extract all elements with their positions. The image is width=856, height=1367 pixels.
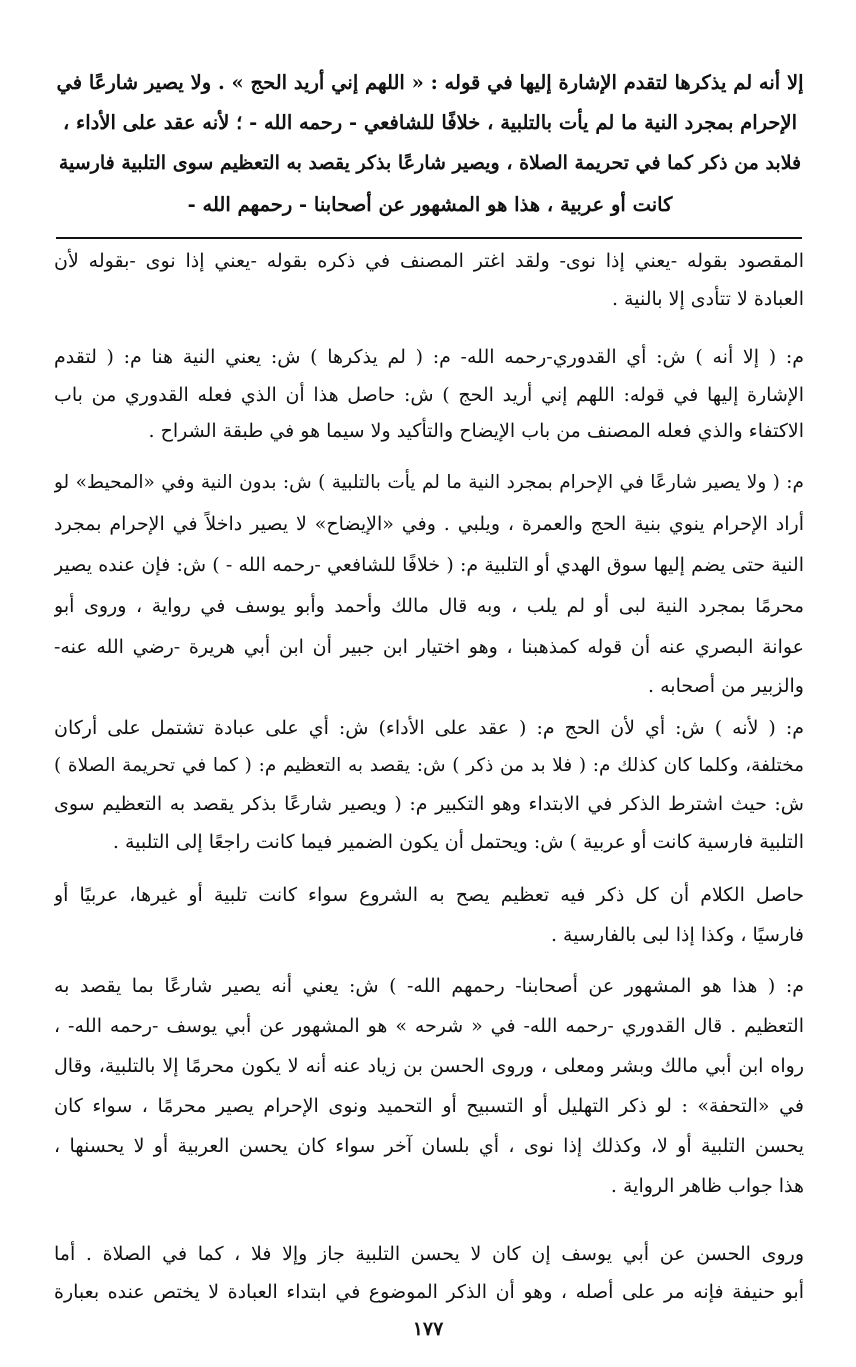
sharh-line: عوانة البصري عنه أن قوله كمذهبنا ، وهو اختيار ابن جبير أن ابن أبي هريرة -رضي الله عنه-: [54, 636, 804, 658]
sharh-line: م: ( ولا يصير شارعًا في الإحرام بمجرد النية ما لم يأت بالتلبية ) ش: بدون النية وفي «المحيط» لو: [54, 472, 804, 493]
sharh-line: ش: حيث اشترط الذكر في الابتداء وهو التكبير م: ( ويصير شارعًا بذكر يقصد به التعظيم سوى: [54, 793, 804, 815]
sharh-line: التلبية فارسية كانت أو عربية ) ش: ويحتمل أن يكون الضمير فيما كانت راجعًا إلى التلبية .: [112, 831, 804, 853]
sharh-line: رواه ابن أبي مالك وبشر ومعلى ، وروى الحسن بن زياد عنه أنه لا يكون محرمًا إلا بالتلبية، وقال: [54, 1055, 804, 1077]
sharh-line: والزبير من أصحابه .: [648, 675, 804, 697]
matn-line: الإحرام بمجرد النية ما لم يأت بالتلبية ، خلافًا للشافعي - رحمه الله - ؛ لأنه عقد على الأداء ،: [62, 111, 798, 134]
sharh-line: م: ( لأنه ) ش: أي لأن الحج م: ( عقد على الأداء) ش: أي على عبادة تشتمل على أركان: [54, 717, 804, 739]
matn-line: إلا أنه لم يذكرها لتقدم الإشارة إليها في قوله : « اللهم إني أريد الحج » . ولا يصير شارعًا في: [56, 71, 804, 94]
sharh-line: أراد الإحرام ينوي بنية الحج والعمرة ، ويلبي . وفي «الإيضاح» لا يصير داخلاً في الإحرام بمجرد: [54, 513, 804, 535]
sharh-line: وروى الحسن عن أبي يوسف إن كان لا يحسن التلبية جاز وإلا فلا ، كما في الصلاة . أما: [54, 1243, 804, 1265]
sharh-line: م: ( هذا هو المشهور عن أصحابنا- رحمهم الله- ) ش: يعني أنه يصير شارعًا بما يقصد به: [54, 975, 804, 997]
sharh-line: أبو حنيفة فإنه مر على أصله ، وهو أن الذكر الموضوع في ابتداء العبادة لا يختص عنده بعبارة: [54, 1281, 804, 1303]
sharh-line: التعظيم . قال القدوري -رحمه الله- في « شرحه » هو المشهور عن أبي يوسف -رحمه الله- ،: [54, 1015, 804, 1037]
separator-rule: [56, 237, 802, 239]
sharh-line: المقصود بقوله -يعني إذا نوى- ولقد اغتر المصنف في ذكره بقوله -يعني إذا نوى -بقوله لأن: [54, 250, 804, 272]
sharh-line: مختلفة، وكلما كان كذلك م: ( فلا بد من ذكر ) ش: يقصد به التعظيم م: ( كما في تحريمة الصلاة ): [54, 755, 804, 776]
matn-line: كانت أو عربية ، هذا هو المشهور عن أصحابنا - رحمهم الله -: [187, 193, 673, 216]
sharh-line: حاصل الكلام أن كل ذكر فيه تعظيم يصح به الشروع سواء كانت تلبية أو غيرها، عربيًا أو: [54, 884, 804, 906]
sharh-line: الإشارة إليها في قوله: اللهم إني أريد الحج ) ش: حاصل هذا أن الذي فعله القدوري من باب: [54, 384, 804, 406]
sharh-line: النية حتى يضم إليها سوق الهدي أو التلبية م: ( خلافًا للشافعي -رحمه الله - ) ش: فإن عنده يصير: [54, 554, 804, 576]
sharh-line: م: ( إلا أنه ) ش: أي القدوري-رحمه الله- م: ( لم يذكرها ) ش: يعني النية هنا م: ( لتقدم: [54, 346, 804, 368]
page-number: ١٧٧: [412, 1318, 444, 1340]
sharh-line: فارسيًا ، وكذا إذا لبى بالفارسية .: [550, 924, 804, 946]
sharh-line: محرمًا بمجرد النية لبى أو لم يلب ، وبه قال مالك وأحمد وأبو يوسف في رواية ، وروى أبو: [54, 595, 804, 617]
sharh-line: هذا جواب ظاهر الرواية .: [610, 1175, 804, 1197]
sharh-line: في «التحفة» : لو ذكر التهليل أو التسبيح أو التحميد ونوى الإحرام يصير محرمًا ، سواء كان: [54, 1095, 804, 1117]
sharh-line: العبادة لا تتأدى إلا بالنية .: [611, 288, 804, 310]
matn-line: فلابد من ذكر كما في تحريمة الصلاة ، ويصير شارعًا بذكر يقصد به التعظيم سوى التلبية فارسية: [58, 152, 802, 174]
sharh-line: يحسن التلبية أو لا، وكذلك إذا نوى ، أي بلسان آخر سواء كان يحسن العربية أو لا يحسنها ،: [54, 1135, 804, 1157]
sharh-line: الاكتفاء والذي فعله المصنف من باب الإيضاح والتأكيد ولا سيما هو في طبقة الشراح .: [148, 420, 804, 442]
